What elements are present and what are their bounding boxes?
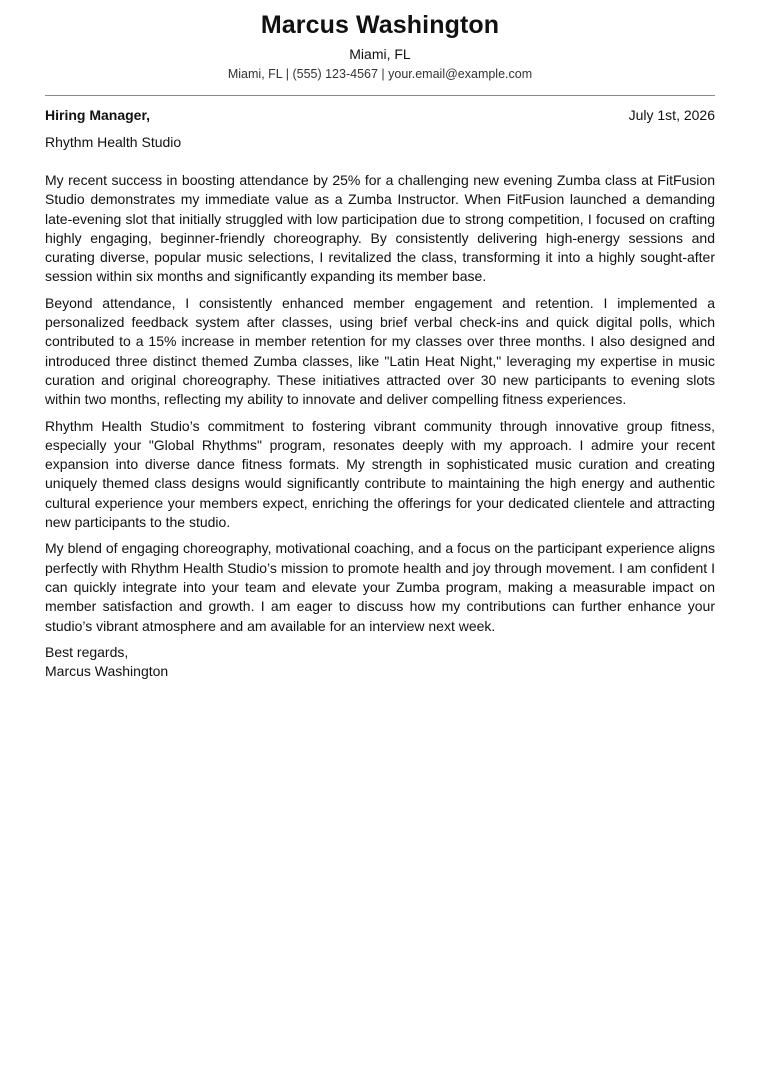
body-paragraph-1: My recent success in boosting attendance by 25% for a challenging new evening Zumba class at FitFusion Studio demonstrates my immediate value as a Zumba Instructor. When FitFusion launched a demanding late-evening slot that initially struggled with low participation due to strong competition, I focused on crafting highly engaging, beginner-friendly choreography. By consistently delivering high-energy sessions and curating diverse, popular music selections, I revitalized the class, transforming it into a highly sought-after session within six months and significantly expanding its member base.	[45, 172, 715, 285]
letter-header	[45, 0, 715, 82]
body-paragraph-2: Beyond attendance, I consistently enhanced member engagement and retention. I implemented a personalized feedback system after classes, using brief verbal check-ins and quick digital polls, which contributed to a 15% increase in member retention for my classes over three months. I also designed and introduced three distinct themed Zumba classes, like "Latin Heat Night," leveraging my expertise in music curation and original choreography. These initiatives attracted over 30 new participants to evening slots within two months, reflecting my ability to innovate and deliver compelling fitness experiences.	[45, 294, 715, 408]
letter-body	[45, 171, 715, 636]
letter-closing	[45, 643, 715, 681]
letter-date: July 1st, 2026	[628, 107, 715, 123]
signature-name: Marcus Washington	[45, 662, 169, 679]
recipient-salutation: Hiring Manager,	[45, 107, 151, 123]
recipient-date-row	[45, 106, 715, 125]
closing-phrase: Best regards,	[45, 643, 129, 660]
sender-name: Marcus Washington	[260, 11, 500, 39]
sender-contact-line: Miami, FL | (555) 123-4567 | your.email@example.com	[227, 67, 533, 81]
body-paragraph-3: Rhythm Health Studio’s commitment to fostering vibrant community through innovative group fitness, especially your "Global Rhythms" program, resonates deeply with my approach. I admire your recent expansion into diverse dance fitness formats. My strength in sophisticated music curation and creating uniquely themed class designs would significantly contribute to maintaining the high energy and authentic cultural experience your members expect, enriching the offerings for your dedicated clientele and attracting new participants to the studio.	[45, 417, 715, 531]
body-paragraph-4: My blend of engaging choreography, motivational coaching, and a focus on the participant experience aligns perfectly with Rhythm Health Studio’s mission to promote health and joy through movement. I am confident I can quickly integrate into your team and elevate your Zumba program, making a measurable impact on member satisfaction and growth. I am eager to discuss how my contributions can further enhance your studio’s vibrant atmosphere and am available for an interview next week.	[45, 540, 715, 634]
recipient-company: Rhythm Health Studio	[45, 134, 182, 150]
sender-location: Miami, FL	[349, 46, 411, 62]
header-divider	[45, 95, 715, 96]
